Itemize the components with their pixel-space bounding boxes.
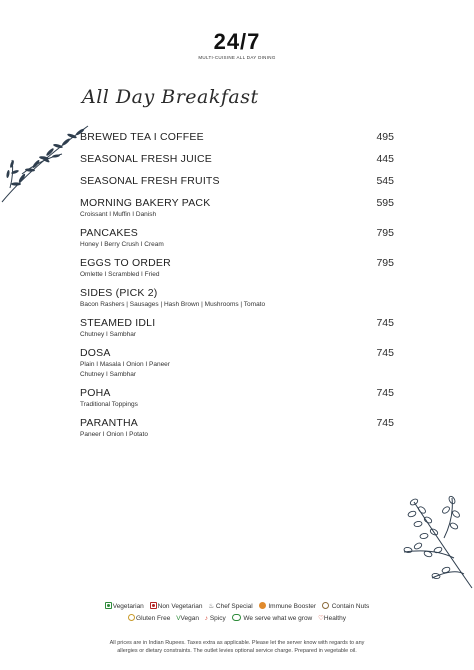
footer-line-1: All prices are in Indian Rupees. Taxes extra as applicable. Please let the server know with regards to any	[109, 640, 365, 646]
menu-item	[80, 174, 395, 188]
legend-vegan	[176, 615, 199, 622]
leaf-branch-right-icon	[384, 488, 474, 592]
legend-label: Contain Nuts	[331, 603, 370, 610]
legend-label: We serve what we grow	[243, 615, 313, 622]
item-price: 745	[376, 417, 394, 429]
garden-icon	[232, 614, 241, 621]
vegan-icon: V	[176, 615, 181, 622]
item-name: DOSA	[80, 347, 111, 359]
footer-line-2: allergies or dietary constraints. The outlet levies optional service charge. Prepared in vegetable oil.	[117, 648, 357, 654]
item-name: PARANTHA	[80, 417, 138, 429]
item-name: PANCAKES	[80, 227, 139, 239]
non-vegetarian-icon	[150, 602, 157, 609]
legend-label: Spicy	[209, 615, 226, 622]
legend-gluten-free	[128, 615, 170, 622]
menu-item	[80, 316, 395, 340]
menu-item	[80, 386, 395, 410]
item-description: Plain I Masala I Onion I Paneer	[80, 361, 170, 368]
nut-icon	[322, 602, 329, 609]
legend-row-1	[0, 601, 474, 613]
item-description: Croissant I Muffin I Danish	[80, 211, 157, 218]
logo-subtitle: MULTI-CUISINE ALL DAY DINING	[198, 55, 276, 60]
menu-item	[80, 130, 395, 144]
item-price: 745	[376, 317, 394, 329]
item-description: Paneer I Onion I Potato	[80, 431, 148, 438]
legend-contain-nuts	[322, 603, 369, 610]
item-name: MORNING BAKERY PACK	[80, 197, 211, 209]
item-name: POHA	[80, 387, 111, 399]
item-description: Omlette I Scrambled I Fried	[80, 271, 160, 278]
legend-row-2	[0, 613, 474, 625]
item-price: 745	[376, 347, 394, 359]
legend-label: Vegetarian	[112, 603, 144, 610]
menu-item	[80, 346, 395, 380]
legend-non-vegetarian	[150, 603, 203, 610]
chef-hat-icon: ♨	[208, 603, 215, 610]
item-name: SEASONAL FRESH FRUITS	[80, 175, 220, 187]
item-price: 795	[376, 227, 394, 239]
item-price: 545	[376, 175, 394, 187]
menu-item	[80, 196, 395, 220]
menu-list	[80, 130, 395, 446]
legend-we-serve	[232, 615, 313, 622]
legend-immune-booster	[259, 603, 317, 610]
legend-spicy	[205, 615, 226, 622]
section-title: All Day Breakfast	[82, 86, 259, 108]
item-description: Chutney I Sambhar	[80, 331, 137, 338]
legend-label: Gluten Free	[136, 615, 171, 622]
chili-icon: ♪	[204, 615, 209, 622]
item-price: 795	[376, 257, 394, 269]
item-name: SEASONAL FRESH JUICE	[80, 153, 212, 165]
footer-note	[60, 639, 414, 655]
item-name: SIDES (PICK 2)	[80, 287, 158, 299]
logo-title: 24/7	[213, 29, 261, 54]
item-description-2: Chutney I Sambhar	[80, 371, 137, 378]
dietary-legend	[0, 601, 474, 625]
legend-label: Chef Special	[215, 603, 253, 610]
item-description: Traditional Toppings	[80, 401, 138, 408]
item-price: 495	[376, 131, 394, 143]
item-name: STEAMED IDLI	[80, 317, 156, 329]
legend-chef-special	[208, 603, 253, 610]
heart-icon: ♡	[318, 615, 324, 622]
legend-healthy	[318, 615, 346, 622]
logo	[0, 30, 474, 60]
menu-item	[80, 416, 395, 440]
legend-label: Immune Booster	[268, 603, 317, 610]
vegetarian-icon	[105, 602, 112, 609]
immune-booster-icon	[259, 602, 266, 609]
legend-vegetarian	[105, 603, 144, 610]
menu-item	[80, 256, 395, 280]
item-price: 595	[376, 197, 394, 209]
item-name: EGGS TO ORDER	[80, 257, 171, 269]
item-price: 445	[376, 153, 394, 165]
item-description: Bacon Rashers | Sausages | Hash Brown | Mushrooms | Tomato	[80, 301, 266, 308]
menu-item	[80, 286, 395, 310]
item-price: 745	[376, 387, 394, 399]
gluten-free-icon	[128, 614, 135, 621]
leaf-branch-left-icon	[0, 118, 92, 204]
menu-item	[80, 152, 395, 166]
legend-label: Vegan	[180, 615, 199, 622]
item-description: Honey I Berry Crush I Cream	[80, 241, 164, 248]
item-name: BREWED TEA I COFFEE	[80, 131, 204, 143]
legend-label: Healthy	[323, 615, 346, 622]
menu-item	[80, 226, 395, 250]
legend-label: Non Vegetarian	[157, 603, 203, 610]
